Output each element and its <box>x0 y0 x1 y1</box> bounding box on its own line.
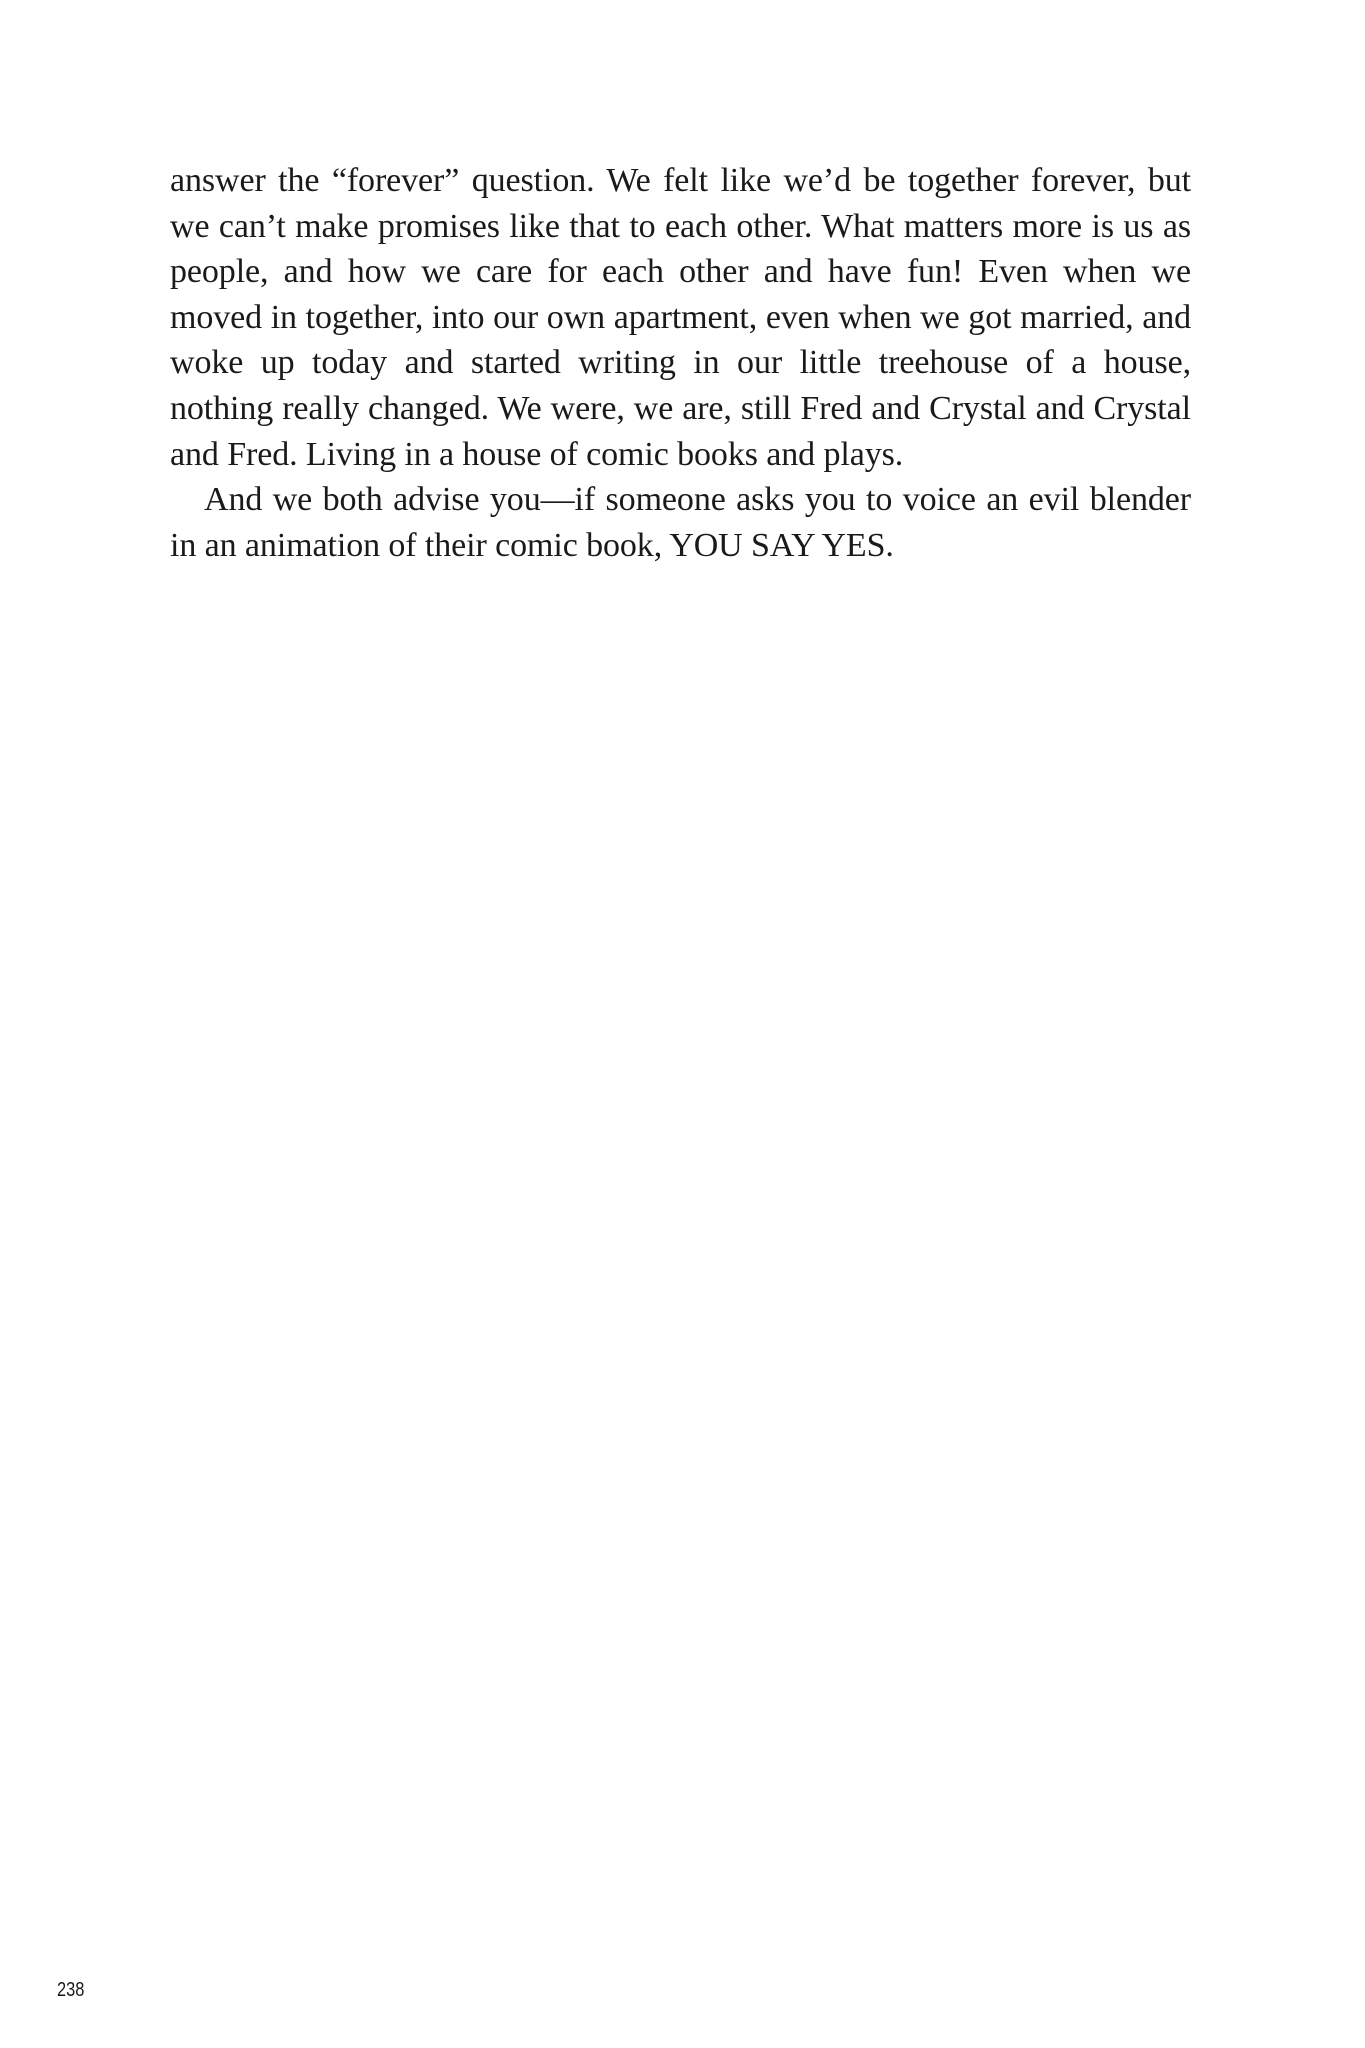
page-number: 238 <box>57 1979 85 2001</box>
paragraph-continued: answer the “forever” question. We felt like we’d be together forever, but we can’t make promises like that to each other. What matters more is us as people, and how we care for each other and have fun! Even when we moved in together, into our own apartment, even when we got married, and woke up today and started writing in our little treehouse of a house, nothing really changed. We were, we are, still Fred and Crystal and Crystal and Fred. Living in a house of comic books and plays. <box>170 162 1191 473</box>
body-text <box>170 158 1191 568</box>
paragraph-advice: And we both advise you—if someone asks you to voice an evil blender in an animation of their comic book, YOU SAY YES. <box>170 481 1191 564</box>
